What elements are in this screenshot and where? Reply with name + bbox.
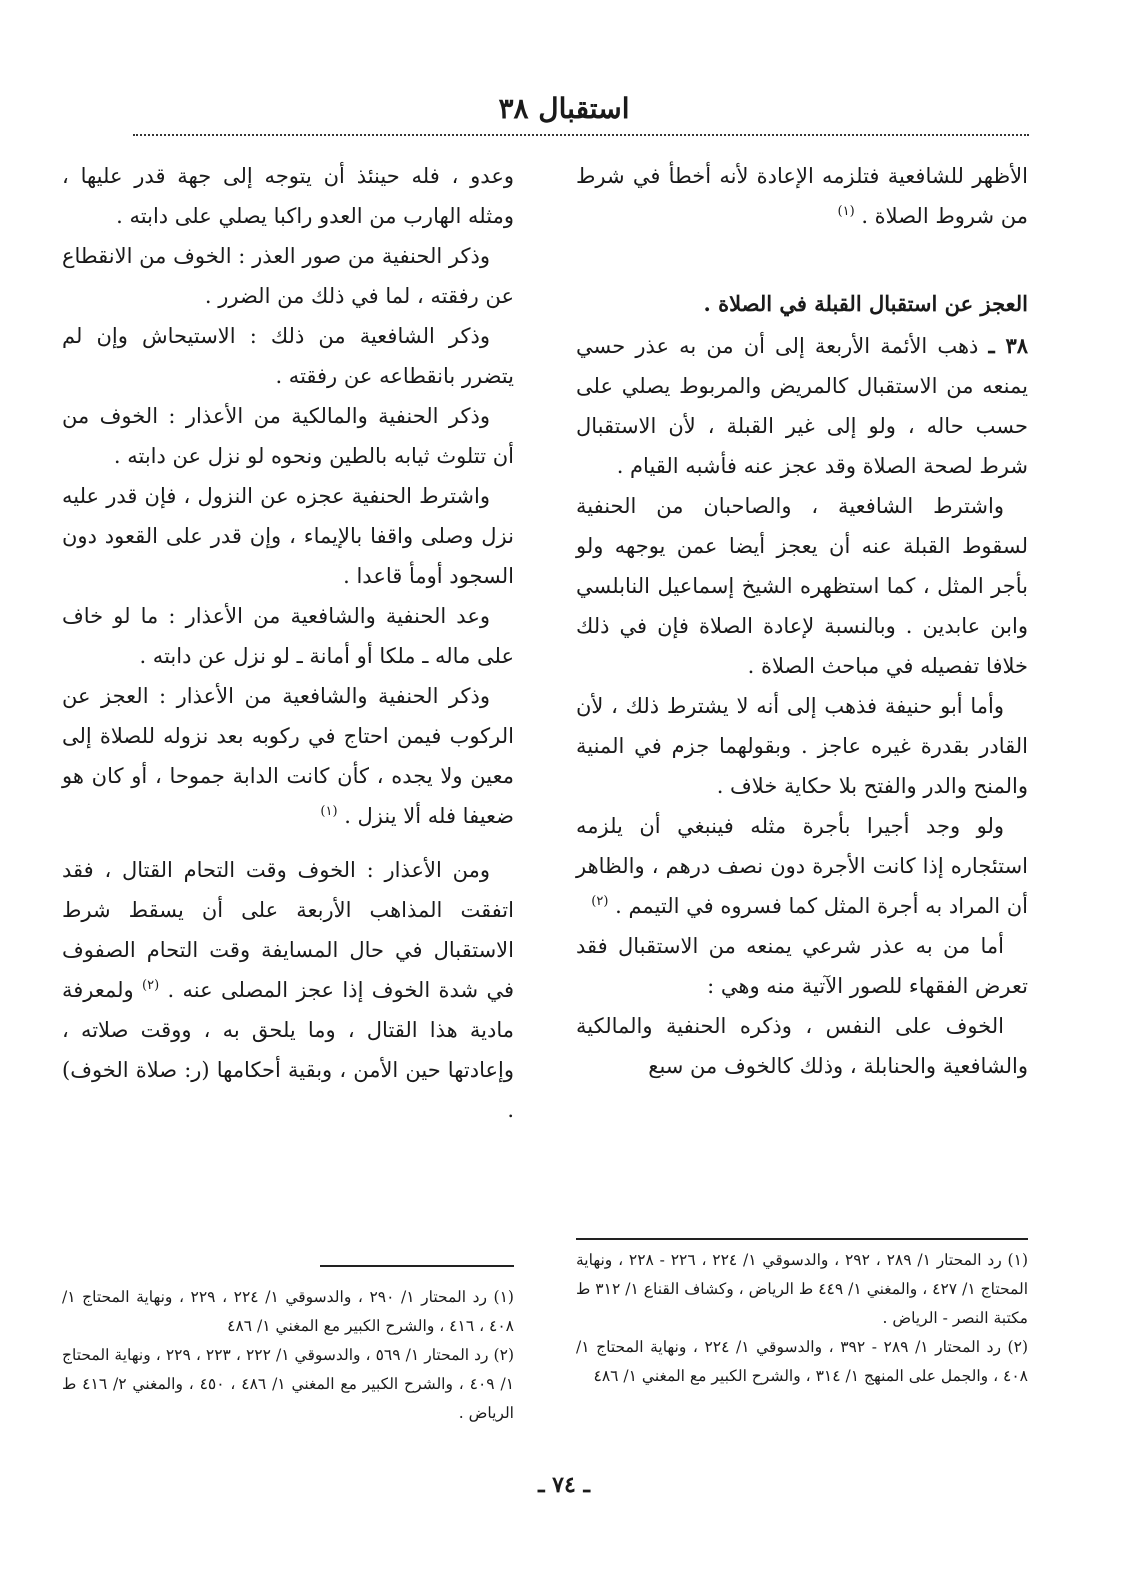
left-column bbox=[62, 156, 514, 1130]
footnote-divider bbox=[576, 1238, 1028, 1240]
paragraph: وذكر الحنفية من صور العذر : الخوف من الانقطاع عن رفقته ، لما في ذلك من الضرر . bbox=[62, 244, 514, 308]
footnote: (٢) رد المحتار ١/ ٥٦٩ ، والدسوقي ١/ ٢٢٢ ، ٢٢٣ ، ٢٢٩ ، ونهاية المحتاج ١/ ٤٠٩ ، والشرح الكبير مع المغني ١/ ٤٨٦ ، ٤٥٠ ، والمغني ٢/ ٤١٦ ط الرياض . bbox=[62, 1346, 515, 1422]
paragraph: ولو وجد أجيرا بأجرة مثله فينبغي أن يلزمه استئجاره إذا كانت الأجرة دون نصف درهم ، والظاهر أن المراد به أجرة المثل كما فسروه في التيمم . $^{(٢)}$ bbox=[576, 814, 1028, 918]
footnote-ref: (٢) bbox=[591, 894, 609, 909]
footnote-divider bbox=[320, 1265, 514, 1267]
paragraph: وذكر الحنفية والشافعية من الأعذار : العجز عن الركوب فيمن احتاج في ركوبه بعد نزوله للصلاة إلى معين ولا يجده ، كأن كانت الدابة جموحا ، أو كان هو ضعيفا فله ألا ينزل . $^{(١)}$ bbox=[62, 684, 514, 828]
paragraph: واشترط الشافعية ، والصاحبان من الحنفية لسقوط القبلة عنه أن يعجز أيضا عمن يوجهه ولو بأجر المثل ، كما استظهره الشيخ إسماعيل النابلسي وابن عابدين . وبالنسبة لإعادة الصلاة فإن في ذلك خلافا تفصيله في مباحث الصلاة . bbox=[576, 494, 1028, 678]
footnotes-right bbox=[576, 1246, 1028, 1391]
footnote: (١) رد المحتار ١/ ٢٩٠ ، والدسوقي ١/ ٢٢٤ ، ٢٢٩ ، ونهاية المحتاج ١/ ٤٠٨ ، ٤١٦ ، والشرح الكبير مع المغني ١/ ٤٨٦ bbox=[62, 1288, 514, 1335]
header-dotted-rule bbox=[133, 134, 1029, 136]
footnote-ref: (٢) bbox=[142, 978, 160, 993]
footnotes-left bbox=[62, 1283, 514, 1428]
paragraph: أما من به عذر شرعي يمنعه من الاستقبال فقد تعرض الفقهاء للصور الآتية منه وهي : bbox=[576, 934, 1028, 998]
footnote: (٢) رد المحتار ١/ ٢٨٩ - ٣٩٢ ، والدسوقي ١/ ٢٢٤ ، ونهاية المحتاج ١/ ٤٠٨ ، والجمل على المنهج ١/ ٣١٤ ، والشرح الكبير مع المغني ١/ ٤٨٦ bbox=[576, 1338, 1028, 1385]
paragraph: وذكر الحنفية والمالكية من الأعذار : الخوف من أن تتلوث ثيابه بالطين ونحوه لو نزل عن دابته . bbox=[62, 404, 514, 468]
paragraph: الأظهر للشافعية فتلزمه الإعادة لأنه أخطأ في شرط من شروط الصلاة . $^{(١)}$ bbox=[576, 164, 1028, 228]
section-number: ٣٨ ـ bbox=[988, 333, 1029, 358]
paragraph: ومن الأعذار : الخوف وقت التحام القتال ، فقد اتفقت المذاهب الأربعة على أن يسقط شرط الاستقبال في حال المسايفة وقت التحام الصفوف في شدة الخوف إذا عجز المصلى عنه . $^{(٢)}$ ولمعرفة مادية هذا القتال ، وما يلحق به ، ووقت صلاته ، وإعادتها حين الأمن ، وبقية أحكامها (ر: صلاة الخوف) . bbox=[62, 858, 514, 1122]
page-header-title: استقبال ٣٨ bbox=[498, 92, 630, 125]
footnote-ref: (١) bbox=[837, 204, 855, 219]
page-number: ـ ٧٤ ـ bbox=[538, 1472, 590, 1498]
paragraph: وأما أبو حنيفة فذهب إلى أنه لا يشترط ذلك ، لأن القادر بقدرة غيره عاجز . وبقولهما جزم في المنية والمنح والدر والفتح بلا حكاية خلاف . bbox=[576, 694, 1028, 798]
right-column bbox=[576, 156, 1028, 1086]
section-heading: العجز عن استقبال القبلة في الصلاة . bbox=[703, 291, 1028, 316]
paragraph: الخوف على النفس ، وذكره الحنفية والمالكية والشافعية والحنابلة ، وذلك كالخوف من سبع bbox=[576, 1014, 1028, 1078]
paragraph: وعدو ، فله حينئذ أن يتوجه إلى جهة قدر عليها ، ومثله الهارب من العدو راكبا يصلي على دابته . bbox=[62, 164, 514, 228]
footnote: (١) رد المحتار ١/ ٢٨٩ ، ٢٩٢ ، والدسوقي ١/ ٢٢٤ ، ٢٢٦ - ٢٢٨ ، ونهاية المحتاج ١/ ٤٢٧ ، والمغني ١/ ٤٤٩ ط الرياض ، وكشاف القناع ١/ ٣١٢ ط مكتبة النصر - الرياض . bbox=[576, 1251, 1029, 1327]
paragraph: وعد الحنفية والشافعية من الأعذار : ما لو خاف على ماله ـ ملكا أو أمانة ـ لو نزل عن دابته . bbox=[62, 604, 514, 668]
paragraph: وذكر الشافعية من ذلك : الاستيحاش وإن لم يتضرر بانقطاعه عن رفقته . bbox=[62, 324, 514, 388]
paragraph: ٣٨ ـ ذهب الأئمة الأربعة إلى أن من به عذر حسي يمنعه من الاستقبال كالمريض والمربوط يصلي على حسب حاله ، ولو إلى غير القبلة ، لأن الاستقبال شرط لصحة الصلاة وقد عجز عنه فأشبه القيام . bbox=[576, 333, 1029, 478]
footnote-ref: (١) bbox=[320, 804, 338, 819]
paragraph: واشترط الحنفية عجزه عن النزول ، فإن قدر عليه نزل وصلى واقفا بالإيماء ، وإن قدر على القعود دون السجود أومأ قاعدا . bbox=[62, 484, 514, 588]
